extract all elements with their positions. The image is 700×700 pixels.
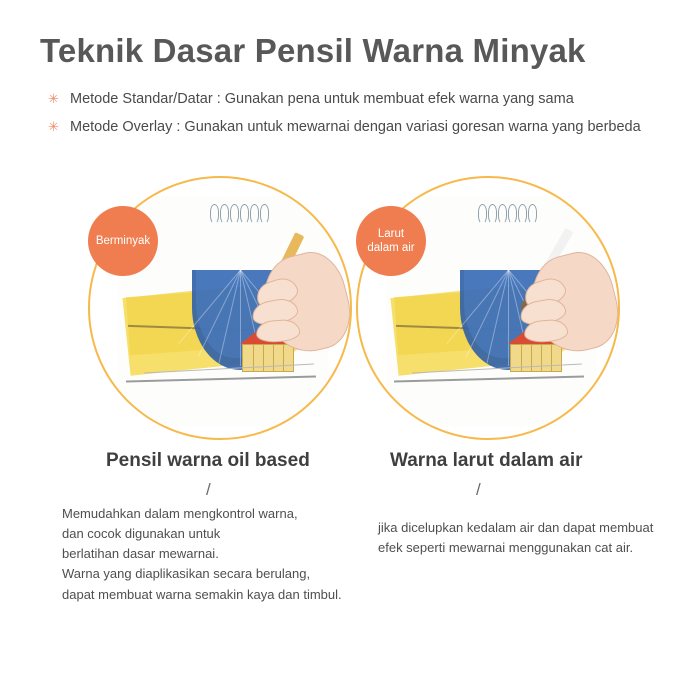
page-title: Teknik Dasar Pensil Warna Minyak (40, 32, 586, 69)
bullet-text-standard: Metode Standar/Datar : Gunakan pena untuk membuat efek warna yang sama (70, 91, 574, 107)
bullet-text-overlay: Metode Overlay : Gunakan untuk mewarnai dengan variasi goresan warna yang berbeda (70, 119, 641, 136)
asterisk-icon: ✳ (48, 119, 59, 135)
description-line: dan cocok digunakan untuk (62, 526, 221, 542)
caption-left: Pensil warna oil based (106, 450, 310, 471)
badge-larut-dalam-air: Larut dalam air (356, 206, 426, 276)
description-right (378, 518, 678, 558)
divider-slash-left: / (206, 480, 211, 499)
bullet-item-overlay (48, 116, 678, 138)
description-line: Memudahkan dalam mengkontrol warna, (62, 506, 298, 521)
description-left (62, 504, 382, 605)
illustration-area (0, 176, 700, 446)
divider-slash-right: / (476, 480, 481, 499)
asterisk-icon: ✳ (48, 91, 59, 106)
bullet-list (48, 88, 678, 145)
hand-holding-brush (514, 220, 620, 370)
caption-right: Warna larut dalam air (390, 450, 583, 471)
description-line: efek seperti mewarnai menggunakan cat air. (378, 540, 634, 556)
description-line: berlatihan dasar mewarnai. (62, 546, 219, 562)
description-line: jika dicelupkan kedalam air dan dapat membuat (378, 520, 654, 535)
description-line: dapat membuat warna semakin kaya dan timbul. (62, 586, 342, 602)
hand-holding-pencil (246, 220, 352, 370)
ground-line (394, 376, 584, 382)
badge-berminyak: Berminyak (88, 206, 158, 276)
ground-line (126, 376, 316, 382)
description-line: Warna yang diaplikasikan secara berulang, (62, 566, 311, 582)
bullet-item-standard (48, 88, 678, 110)
